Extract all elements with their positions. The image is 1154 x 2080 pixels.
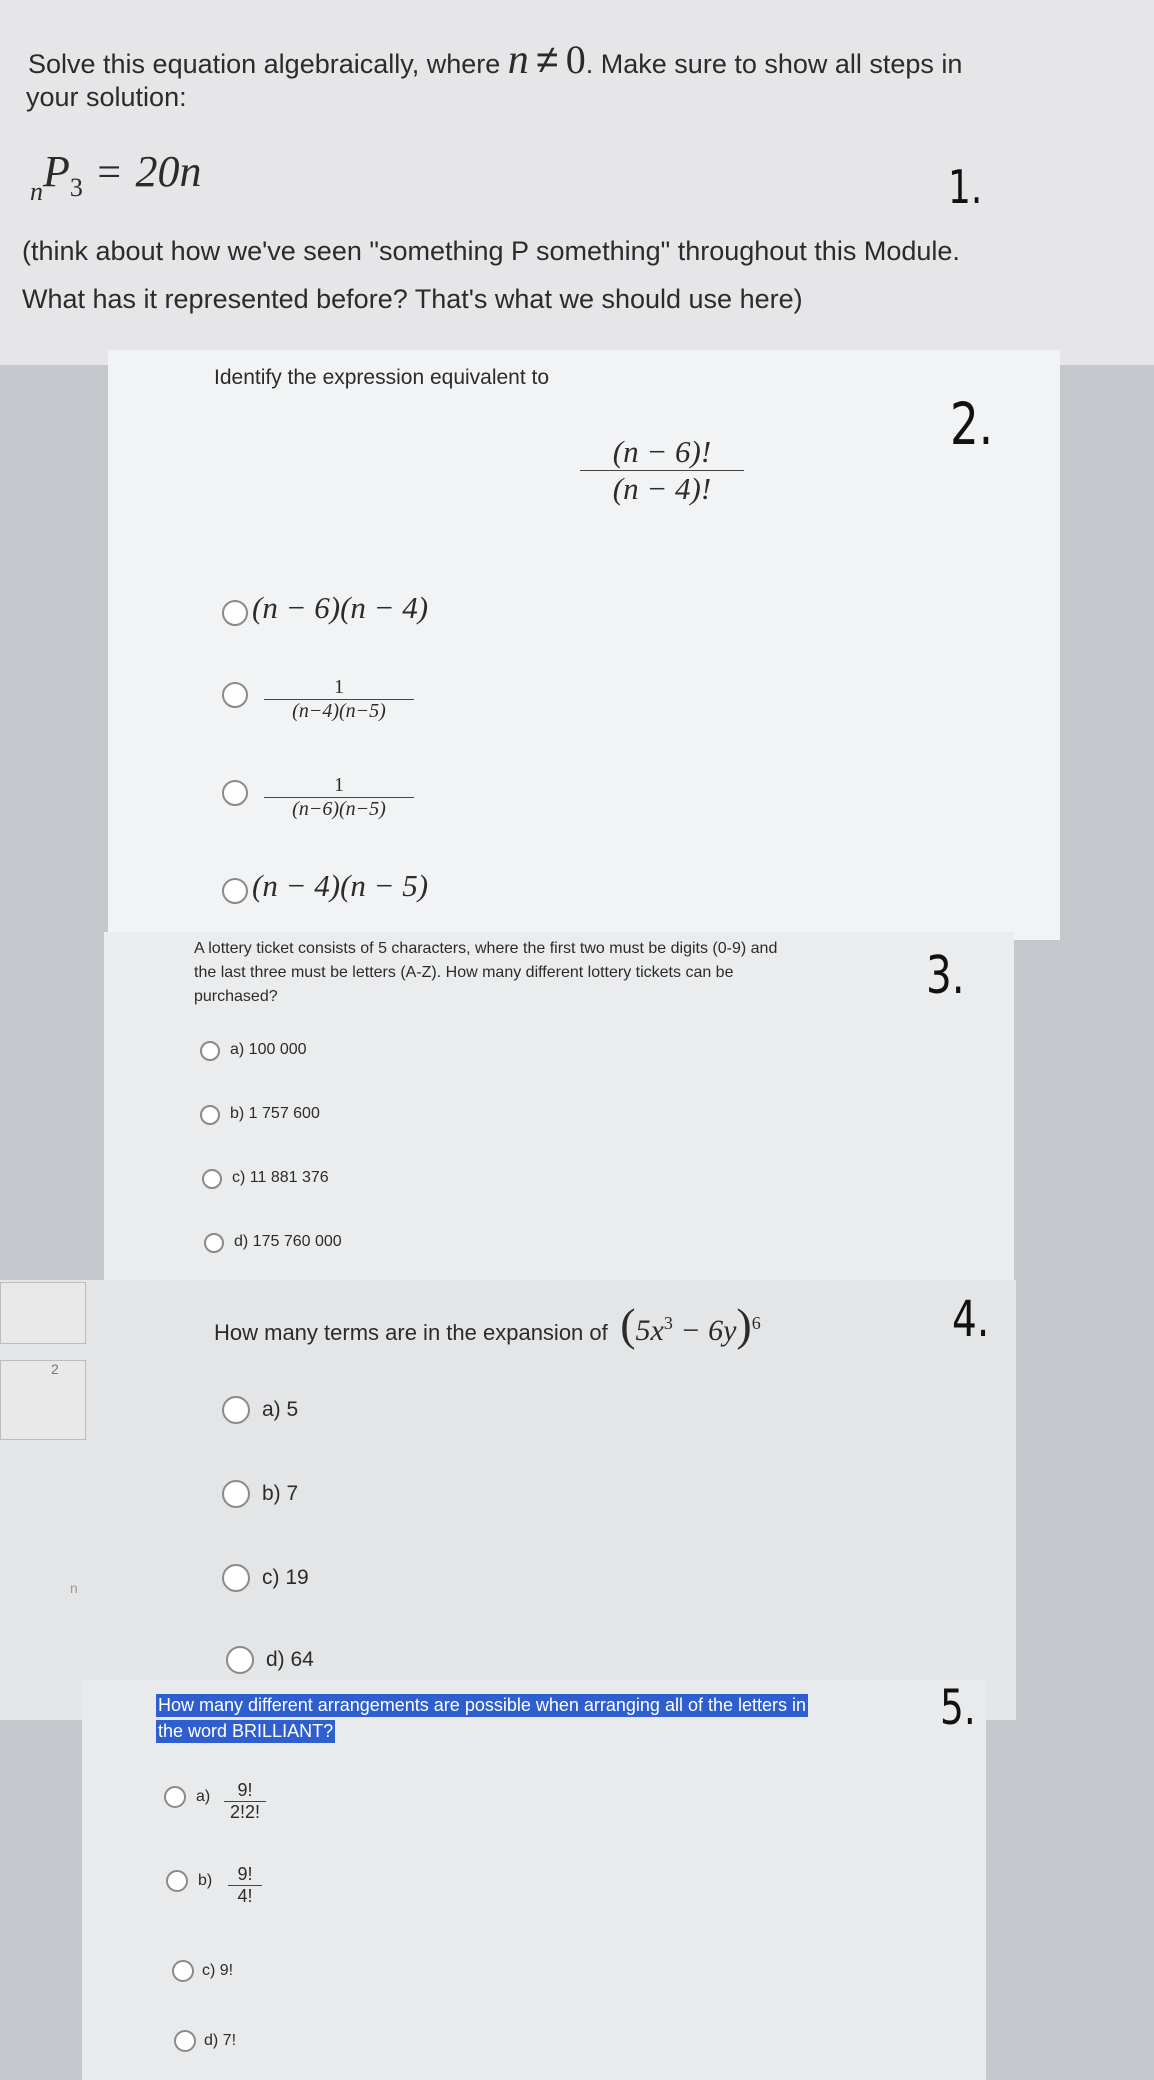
left-edge-box-top (0, 1282, 86, 1344)
q5-option-d-text: d) 7! (204, 2032, 237, 2049)
q3-option-b-radio[interactable] (200, 1105, 220, 1125)
q2-number-label: 2. (950, 390, 994, 458)
q4-expression (620, 1299, 761, 1350)
q4-expr-exp3: 3 (663, 1313, 673, 1333)
q4-option-d[interactable] (226, 1642, 386, 1678)
q2-option-1[interactable] (222, 590, 522, 638)
question-5-panel (82, 1680, 986, 2080)
q4-option-a-radio[interactable] (222, 1396, 250, 1424)
q4-option-b-text: b) 7 (262, 1482, 299, 1505)
question-4-panel (0, 1280, 1016, 1720)
question-2-panel (108, 350, 1060, 940)
q4-option-a[interactable] (222, 1392, 382, 1428)
q2-option-1-text: (n − 6)(n − 4) (252, 590, 429, 625)
q4-option-d-text: d) 64 (266, 1648, 314, 1671)
q2-target-fraction (580, 434, 744, 507)
left-edge-letter: n (70, 1580, 78, 1596)
q5-option-a-radio[interactable] (164, 1786, 186, 1808)
q4-option-c[interactable] (222, 1560, 382, 1596)
q5-option-a-denominator: 2!2! (229, 1802, 261, 1822)
q5-option-d[interactable] (174, 2026, 314, 2058)
question-1-panel (0, 0, 1154, 365)
q2-option-3-numerator: 1 (334, 774, 344, 796)
q2-option-1-radio[interactable] (222, 600, 248, 626)
q4-expr-mid: − 6y (672, 1314, 737, 1347)
q3-option-b[interactable] (200, 1102, 420, 1132)
q3-option-b-text: b) 1 757 600 (230, 1105, 320, 1122)
q4-paren-left: ( (620, 1299, 636, 1350)
q3-option-d[interactable] (204, 1230, 444, 1260)
q1-eq-equals: = (97, 150, 122, 196)
q5-option-b[interactable] (166, 1864, 326, 1924)
q1-number-label: 1. (948, 160, 983, 214)
q5-prompt-line2: the word BRILLIANT? (158, 1721, 334, 1741)
q5-option-c[interactable] (172, 1956, 312, 1988)
q2-option-4-text: (n − 4)(n − 5) (252, 868, 429, 903)
q4-prompt: How many terms are in the expansion of (214, 1320, 608, 1345)
q1-eq-sub-n: n (30, 177, 43, 206)
q1-cond-neq: ≠ (536, 38, 559, 82)
q3-option-a-text: a) 100 000 (230, 1041, 307, 1058)
q5-prompt-line1: How many different arrangements are possible when arranging all of the letters in (158, 1695, 807, 1715)
q4-prompt-row (214, 1298, 761, 1351)
q5-option-b-radio[interactable] (166, 1870, 188, 1892)
q2-option-2-denominator: (n−4)(n−5) (292, 700, 386, 722)
q4-option-d-radio[interactable] (226, 1646, 254, 1674)
q3-option-d-text: d) 175 760 000 (234, 1233, 342, 1250)
q1-eq-p: P (43, 147, 70, 196)
q4-expr-base: 5x (635, 1314, 664, 1347)
q3-number-label: 3. (926, 946, 965, 1006)
q1-prompt-line1 (28, 36, 962, 84)
q1-prompt-a: Solve this equation algebraically, where (28, 49, 501, 79)
q3-prompt-line2: the last three must be letters (A-Z). How many different lottery tickets can be (194, 964, 734, 981)
q2-option-3-fraction (264, 774, 414, 821)
q1-prompt-line2: your solution: (26, 82, 187, 112)
q2-option-2-radio[interactable] (222, 682, 248, 708)
q5-option-b-denominator: 4! (237, 1886, 253, 1906)
q1-hint-line2: What has it represented before? That's what we should use here) (22, 284, 803, 314)
q5-option-a-label: a) (196, 1788, 211, 1805)
q1-eq-rhs: 20n (135, 147, 202, 196)
q5-option-c-text: c) 9! (202, 1962, 234, 1979)
q3-option-a-radio[interactable] (200, 1041, 220, 1061)
q3-prompt-line1: A lottery ticket consists of 5 characters, where the first two must be digits (0-9) and (194, 940, 778, 957)
q3-option-c-text: c) 11 881 376 (232, 1169, 329, 1186)
q5-option-b-numerator: 9! (237, 1864, 253, 1884)
q4-option-c-text: c) 19 (262, 1566, 309, 1589)
q2-option-2-fraction (264, 676, 414, 723)
q5-option-b-fraction (228, 1864, 262, 1907)
q4-option-c-radio[interactable] (222, 1564, 250, 1592)
q1-prompt-b: . Make sure to show all steps in (585, 49, 963, 79)
q1-cond-val: 0 (565, 37, 586, 82)
q3-prompt-line3: purchased? (194, 988, 278, 1005)
q4-option-b-radio[interactable] (222, 1480, 250, 1508)
q4-expr-exp6: 6 (751, 1313, 761, 1333)
q1-hint-line1: (think about how we've seen "something P something" throughout this Module. (22, 236, 960, 266)
q3-option-d-radio[interactable] (204, 1233, 224, 1253)
q5-option-c-radio[interactable] (172, 1960, 194, 1982)
q2-option-2-numerator: 1 (334, 676, 344, 698)
q5-number-label: 5. (940, 1680, 976, 1736)
q4-option-b[interactable] (222, 1476, 382, 1512)
q5-option-d-radio[interactable] (174, 2030, 196, 2052)
q5-option-a-fraction (224, 1780, 266, 1823)
q5-option-a-numerator: 9! (237, 1780, 253, 1800)
q5-option-a[interactable] (164, 1780, 324, 1840)
q3-option-c-radio[interactable] (202, 1169, 222, 1189)
question-3-panel (104, 932, 1014, 1282)
q2-option-4[interactable] (222, 868, 522, 916)
q4-option-a-text: a) 5 (262, 1398, 299, 1421)
q5-option-b-label: b) (198, 1872, 213, 1889)
q1-cond-var: n (507, 37, 529, 83)
q2-option-3-radio[interactable] (222, 780, 248, 806)
q3-option-a[interactable] (200, 1038, 420, 1068)
left-edge-box-mid (0, 1360, 86, 1440)
q2-option-2[interactable] (222, 676, 542, 746)
q4-paren-right: ) (736, 1299, 752, 1350)
q2-frac-numerator: (n − 6)! (612, 434, 712, 469)
q4-number-label: 4. (952, 1290, 990, 1348)
q3-option-c[interactable] (202, 1166, 422, 1196)
q2-option-3-denominator: (n−6)(n−5) (292, 798, 386, 820)
q1-eq-sub-3: 3 (69, 173, 83, 202)
q2-option-4-radio[interactable] (222, 878, 248, 904)
q2-option-3[interactable] (222, 774, 542, 844)
q2-prompt: Identify the expression equivalent to (214, 366, 550, 389)
q1-equation (30, 146, 202, 206)
left-edge-digit: 2 (51, 1361, 59, 1377)
q2-frac-denominator: (n − 4)! (612, 471, 712, 506)
